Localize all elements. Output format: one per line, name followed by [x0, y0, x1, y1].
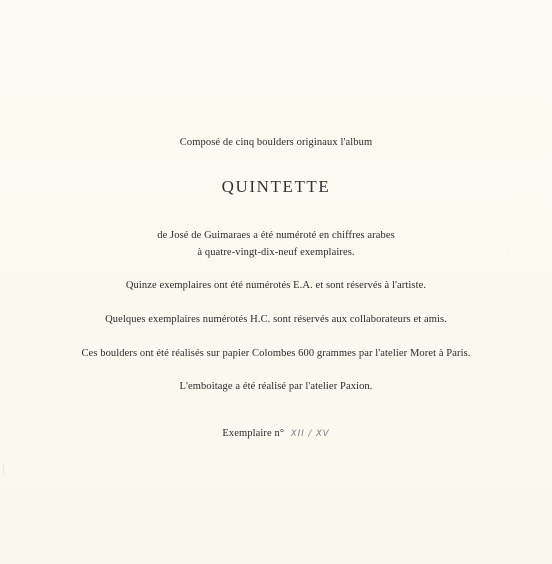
artist-proofs-line: Quinze exemplaires ont été numérotés E.A. et sont réservés à l'artiste. [125, 280, 427, 291]
paper-edge-mark [3, 463, 12, 475]
handwritten-number: XII / XV [290, 429, 330, 439]
case-line: L'emboitage a été réalisé par l'atelier Paxion. [179, 381, 373, 392]
intro-text: Composé de cinq boulders originaux l'album [179, 137, 373, 148]
exemplaire-label: Exemplaire n° [222, 428, 285, 439]
numbering-line-2: à quatre-vingt-dix-neuf exemplaires. [197, 247, 355, 258]
album-title: QUINTETTE [221, 177, 331, 196]
printing-line: Ces boulders ont été réalisés sur papier Colombes 600 grammes par l'atelier Moret à Paris. [81, 348, 471, 359]
hors-commerce-line: Quelques exemplaires numérotés H.C. sont réservés aux collaborateurs et amis. [105, 314, 447, 325]
exemplaire-line [0, 428, 552, 439]
numbering-line-1: de José de Guimaraes a été numéroté en chiffres arabes [157, 230, 395, 241]
